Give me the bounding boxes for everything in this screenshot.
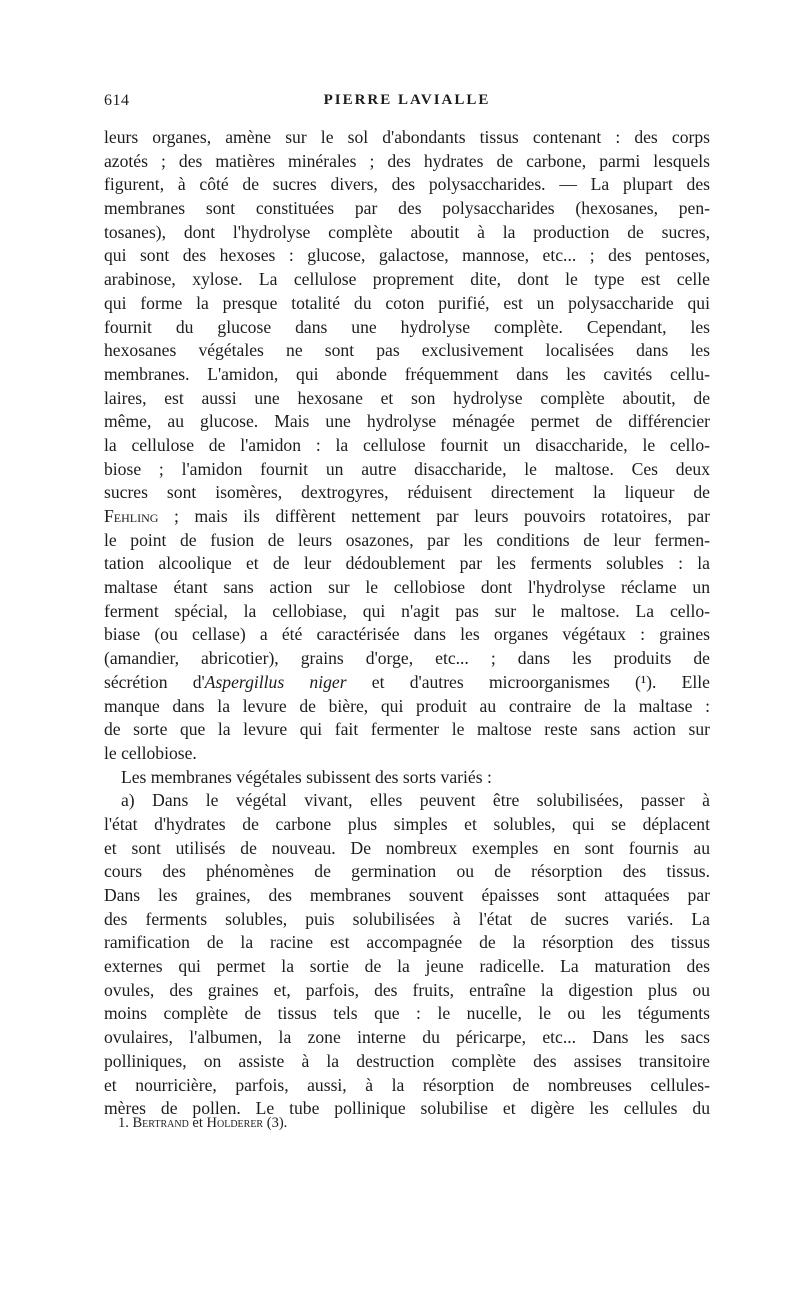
line-text: manque dans la levure de bière, qui produit au contraire de la maltase : — [104, 695, 710, 716]
text-line — [104, 955, 710, 979]
line-text: la cellulose de l'amidon : la cellulose fournit un disaccharide, le cello- — [104, 434, 710, 455]
text-line — [104, 316, 710, 340]
text-line — [104, 979, 710, 1003]
line-text: cours des phénomènes de germination ou de résorption des tissus. — [104, 861, 710, 882]
line-text: biose ; l'amidon fournit un autre disaccharide, le maltose. Ces deux — [104, 458, 710, 479]
footnote-author-a: Bertrand — [132, 1115, 189, 1131]
text-line — [104, 481, 710, 505]
footnote — [118, 1113, 287, 1133]
line-text: Les membranes végétales subissent des sorts variés : — [121, 766, 492, 787]
line-text: mères de pollen. Le tube pollinique solubilise et digère les cellules du — [104, 1098, 710, 1119]
line-text: azotés ; des matières minérales ; des hydrates de carbone, parmi lesquels — [104, 150, 710, 171]
line-text: sucres sont isomères, dextrogyres, réduisent directement la liqueur de — [104, 482, 710, 503]
text-line — [104, 695, 710, 719]
text-line — [104, 884, 710, 908]
text-line — [104, 671, 710, 695]
line-text: (amandier, abricotier), grains d'orge, etc... ; dans les produits de — [104, 648, 710, 669]
line-text: ramification de la racine est accompagnée de la résorption des tissus — [104, 932, 710, 953]
text-line — [104, 197, 710, 221]
text-line — [104, 647, 710, 671]
text-line — [104, 623, 710, 647]
line-text: externes qui permet la sortie de la jeune radicelle. La maturation des — [104, 956, 710, 977]
text-line — [104, 837, 710, 861]
text-line — [104, 718, 710, 742]
text-line — [104, 908, 710, 932]
text-line — [104, 789, 710, 813]
line-text: tosanes), dont l'hydrolyse complète aboutit à la production de sucres, — [104, 221, 710, 242]
text-line — [104, 150, 710, 174]
line-text: biase (ou cellase) a été caractérisée dans les organes végétaux : graines — [104, 624, 710, 645]
line-text-continued: et d'autres microorganismes (¹). Elle — [346, 671, 710, 692]
text-line — [104, 458, 710, 482]
line-text: hexosanes végétales ne sont pas exclusivement localisées dans les — [104, 340, 710, 361]
text-line — [104, 1026, 710, 1050]
line-text: l'état d'hydrates de carbone plus simples et solubles, qui se déplacent — [104, 813, 710, 834]
small-caps-name: Fehling — [104, 506, 159, 526]
line-text: arabinose, xylose. La cellulose proprement dite, dont le type est celle — [104, 269, 710, 290]
text-line — [104, 292, 710, 316]
line-text: tation alcoolique et de leur dédoublement par les ferments solubles : la — [104, 553, 710, 574]
line-text: a) Dans le végétal vivant, elles peuvent être solubilisées, passer à — [121, 790, 710, 811]
body-text — [104, 126, 710, 1119]
text-line — [104, 742, 710, 766]
text-line — [104, 1074, 710, 1098]
line-text: et nourricière, parfois, aussi, à la résorption de nombreuses cellules- — [104, 1074, 710, 1095]
italic-term: Aspergillus niger — [204, 671, 347, 692]
line-text: maltase étant sans action sur le cellobiose dont l'hydrolyse réclame un — [104, 577, 710, 598]
line-text: même, au glucose. Mais une hydrolyse ménagée permet de différencier — [104, 411, 710, 432]
line-text: moins complète de tissus tels que : le nucelle, le ou les téguments — [104, 1003, 710, 1024]
text-line — [104, 244, 710, 268]
line-text: le point de fusion de leurs osazones, par les conditions de leur fermen- — [104, 529, 710, 550]
line-text: polliniques, on assiste à la destruction complète des assises transitoire — [104, 1050, 710, 1071]
text-line — [104, 813, 710, 837]
text-line — [104, 221, 710, 245]
text-line — [104, 387, 710, 411]
text-line — [104, 860, 710, 884]
line-text: sécrétion d' — [104, 671, 205, 692]
line-text: ovules, des graines et, parfois, des fruits, entraîne la digestion plus ou — [104, 979, 710, 1000]
text-line — [104, 600, 710, 624]
page-header — [104, 92, 710, 116]
text-line — [104, 126, 710, 150]
line-text: membranes sont constituées par des polysaccharides (hexosanes, pen- — [104, 198, 710, 219]
line-text: des ferments solubles, puis solubilisées à l'état de sucres variés. La — [104, 908, 710, 929]
line-text: figurent, à côté de sucres divers, des polysaccharides. — La plupart des — [104, 174, 710, 195]
line-text: qui forme la presque totalité du coton purifié, est un polysaccharide qui — [104, 292, 710, 313]
footnote-number: 1. — [118, 1115, 129, 1131]
text-line — [104, 268, 710, 292]
footnote-reference: (3). — [263, 1115, 288, 1131]
text-line — [104, 576, 710, 600]
text-line — [104, 173, 710, 197]
text-line — [104, 529, 710, 553]
page-number: 614 — [104, 92, 130, 109]
text-line — [104, 339, 710, 363]
line-text: ovulaires, l'albumen, la zone interne du péricarpe, etc... Dans les sacs — [104, 1027, 710, 1048]
line-text: fournit du glucose dans une hydrolyse complète. Cependant, les — [104, 316, 710, 337]
line-text: de sorte que la levure qui fait fermenter le maltose reste sans action sur — [104, 719, 710, 740]
line-text: ; mais ils diffèrent nettement par leurs pouvoirs rotatoires, par — [158, 506, 710, 526]
text-line — [104, 1050, 710, 1074]
text-line — [104, 766, 710, 790]
text-line — [104, 363, 710, 387]
footnote-conjunction: et — [188, 1115, 207, 1131]
running-head: PIERRE LAVIALLE — [323, 92, 491, 108]
line-text: leurs organes, amène sur le sol d'abondants tissus contenant : des corps — [104, 127, 710, 147]
text-line — [104, 552, 710, 576]
line-text: le cellobiose. — [104, 742, 197, 763]
line-text: qui sont des hexoses : glucose, galactose, mannose, etc... ; des pentoses, — [104, 245, 710, 266]
line-text: ferment spécial, la cellobiase, qui n'agit pas sur le maltose. La cello- — [104, 600, 710, 621]
line-text: laires, est aussi une hexosane et son hydrolyse complète aboutit, de — [104, 387, 710, 408]
text-line — [104, 434, 710, 458]
text-line — [104, 410, 710, 434]
line-text: Dans les graines, des membranes souvent épaisses sont attaquées par — [104, 885, 710, 905]
text-line — [104, 931, 710, 955]
line-text: et sont utilisés de nouveau. De nombreux exemples en sont fournis au — [104, 837, 710, 858]
line-text: membranes. L'amidon, qui abonde fréquemment dans les cavités cellu- — [104, 363, 710, 384]
text-line — [104, 505, 710, 529]
text-line — [104, 1002, 710, 1026]
footnote-author-b: Holderer — [206, 1115, 264, 1131]
